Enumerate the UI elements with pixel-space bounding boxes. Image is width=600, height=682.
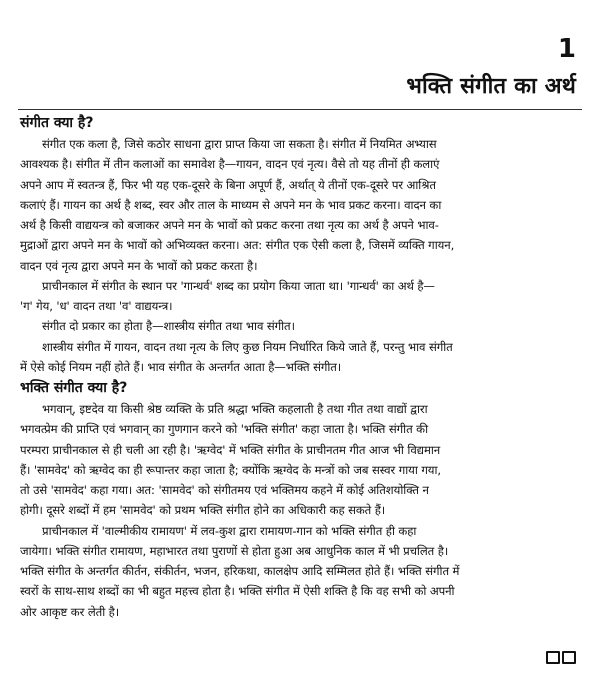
chapter-body [20, 112, 582, 622]
end-box-icon [546, 651, 560, 664]
section-heading-what-is-music: संगीत क्या है? [20, 115, 94, 131]
text-line: होगी। दूसरे शब्दों में हम 'सामवेद' को प्रथम भक्ति संगीत होने का अधिकारी कह सकते हैं। [20, 503, 386, 518]
section-end-mark-icon [546, 651, 576, 664]
paragraph [20, 399, 582, 521]
text-line: स्वरों के साथ-साथ शब्दों का भी बहुत महत्त्व होता है। भक्ति संगीत में ऐसी शक्ति है कि वह सभी को अपनी [20, 584, 455, 599]
text-line: संगीत एक कला है, जिसे कठोर साधना द्वारा प्राप्त किया जा सकता है। संगीत में नियमित अभ्यास [42, 137, 437, 151]
section-heading-what-is-devotional-music: भक्ति संगीत क्या है? [20, 380, 128, 396]
text-line: भगवत्प्रेम की प्राप्ति एवं भगवान् का गुणगान करने को 'भक्ति संगीत' कहा जाता है। भक्ति संगीत की [20, 422, 428, 437]
text-line: जायेगा। भक्ति संगीत रामायण, महाभारत तथा पुराणों से होता हुआ अब आधुनिक काल में भी प्रचलित है। [20, 543, 449, 558]
text-line: संगीत दो प्रकार का होता है—शास्त्रीय संगीत तथा भाव संगीत। [42, 319, 295, 334]
text-line: प्राचीनकाल में 'वाल्मीकीय रामायण' में लव-कुश द्वारा रामायण-गान को भक्ति संगीत ही कहा [42, 523, 417, 538]
text-line: कलाएं हैं। गायन का अर्थ है शब्द, स्वर और ताल के माध्यम से अपने मन के भाव प्रकट करना। वादन का [20, 197, 442, 212]
text-line: ओर आकृष्ट कर लेती है। [20, 604, 120, 619]
text-line: हैं। 'सामवेद' को ऋग्वेद का ही रूपान्तर कहा जाता है; क्योंकि ऋग्वेद के मन्त्रों को जब सस्वर गाया गया, [20, 462, 441, 477]
paragraph [20, 276, 582, 317]
end-box-icon [562, 651, 576, 664]
text-line: मुद्राओं द्वारा अपने मन के भावों को अभिव्यक्त करना। अत: संगीत एक ऐसी कला है, जिसमें व्यक्ति गायन, [20, 238, 455, 253]
paragraph [20, 337, 582, 378]
text-line: भगवान्, इष्टदेव या किसी श्रेष्ठ व्यक्ति के प्रति श्रद्धा भक्ति कहलाती है तथा गीत तथा वाद्यों द्वारा [42, 402, 428, 416]
text-line: भक्ति संगीत के अन्तर्गत कीर्तन, संकीर्तन, भजन, हरिकथा, कालक्षेप आदि सम्मिलत होते हैं। भक्ति संगीत में [20, 564, 460, 578]
text-line: अपने आप में स्वतन्त्र हैं, फिर भी यह एक-दूसरे के बिना अपूर्ण हैं, अर्थात् ये तीनों एक-दूसरे पर आश्रित [20, 177, 436, 192]
chapter-title: भक्ति संगीत का अर्थ [406, 74, 576, 99]
text-line: वादन एवं नृत्य द्वारा अपने मन के भावों को प्रकट करता है। [20, 258, 258, 273]
text-line: 'ग' गेय, 'ध' वादन तथा 'व' वाद्ययन्त्र। [20, 299, 173, 313]
text-line: अर्थ है किसी वाद्ययन्त्र को बजाकर अपने मन के भावों को प्रकट करना तथा नृत्य का अर्थ है अपने भाव- [20, 218, 439, 232]
chapter-number: 1 [557, 34, 576, 64]
title-divider [18, 109, 582, 110]
paragraph [20, 134, 582, 276]
paragraph [20, 521, 582, 622]
text-line: में ऐसे कोई नियम नहीं होते हैं। भाव संगीत के अन्तर्गत आता है—भक्ति संगीत। [20, 359, 342, 374]
text-line: तो उसे 'सामवेद' कहा गया। अत: 'सामवेद' को संगीतमय एवं भक्तिमय कहने में कोई अतिशयोक्ति न [20, 483, 429, 497]
text-line: शास्त्रीय संगीत में गायन, वादन तथा नृत्य के लिए कुछ नियम निर्धारित किये जाते हैं, परन्तु भाव संगीत [42, 339, 453, 354]
text-line: परम्परा प्राचीनकाल से ही चली आ रही है। 'ऋग्वेद' में भक्ति संगीत के प्राचीनतम गीत आज भी विद्यमान [20, 442, 441, 457]
paragraph [20, 316, 582, 336]
text-line: प्राचीनकाल में संगीत के स्थान पर 'गान्धर्व' शब्द का प्रयोग किया जाता था। 'गान्धर्व' का अर्थ है— [42, 278, 435, 293]
text-line: आवश्यक है। संगीत में तीन कलाओं का समावेश है—गायन, वादन एवं नृत्य। वैसे तो यह तीनों ही कलाएं [20, 157, 440, 172]
